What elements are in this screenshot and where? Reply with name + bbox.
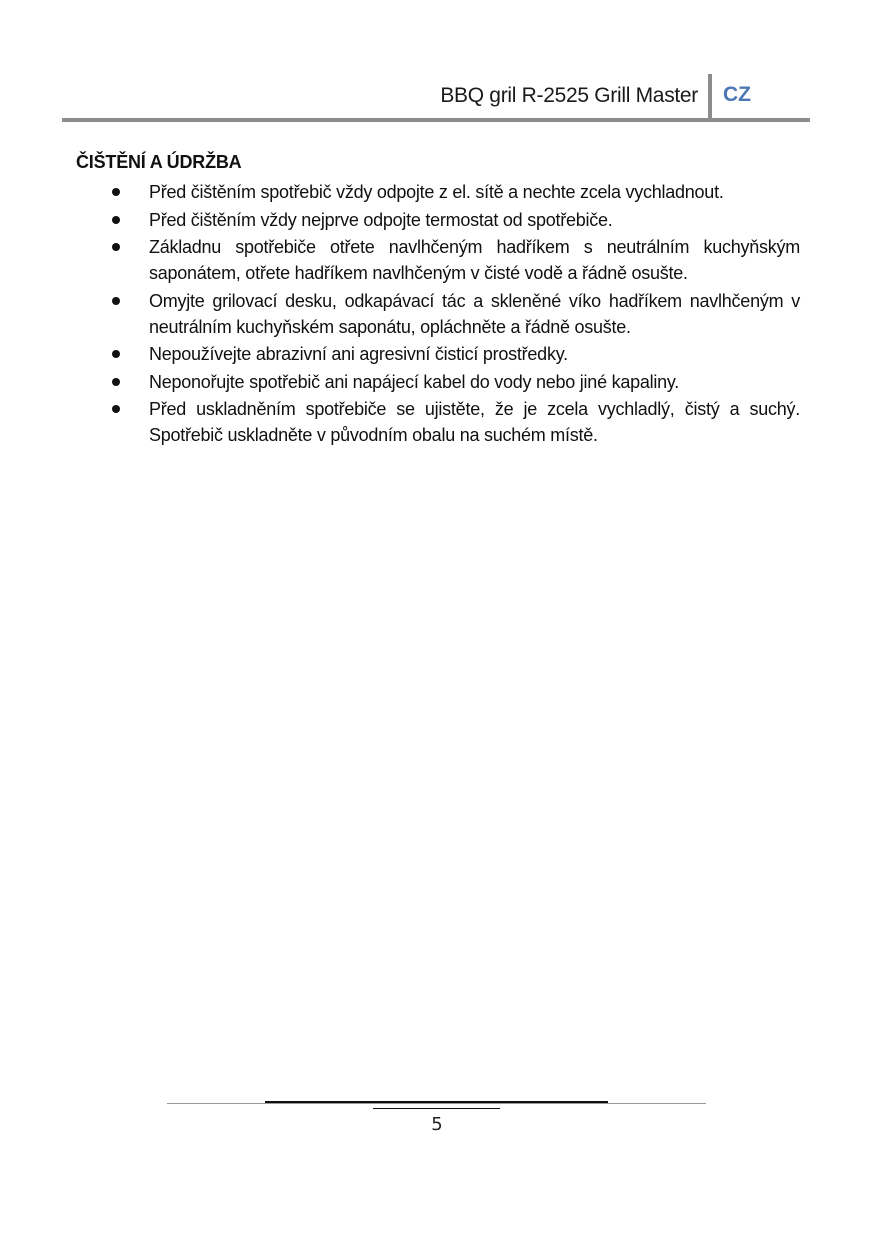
list-item-text: Omyjte grilovací desku, odkapávací tác a skleněné víko hadříkem navlhčeným v neutrálním kuchyňském saponátu, opláchněte a řádně osušte.: [149, 290, 800, 337]
cleaning-instructions-list: [108, 179, 800, 450]
list-item: [108, 207, 800, 233]
list-item: [108, 234, 800, 286]
document-title: BBQ gril R-2525 Grill Master: [440, 84, 698, 107]
list-item-text: Základnu spotřebiče otřete navlhčeným hadříkem s neutrálním kuchyňským saponátem, otřete hadříkem navlhčeným v čisté vodě a řádně osušte.: [149, 237, 800, 283]
bullet-icon: [112, 350, 120, 358]
list-item: [108, 369, 800, 395]
language-code: CZ: [723, 83, 751, 106]
list-item-text: Neponořujte spotřebič ani napájecí kabel do vody nebo jiné kapaliny.: [149, 371, 680, 392]
list-item-text: Před čištěním spotřebič vždy odpojte z el. sítě a nechte zcela vychladnout.: [149, 182, 724, 202]
bullet-icon: [112, 297, 120, 305]
bullet-icon: [112, 405, 120, 413]
list-item: [108, 288, 800, 340]
page-number: 5: [431, 1114, 443, 1135]
bullet-icon: [112, 243, 120, 251]
header-rule: [62, 118, 810, 122]
list-item-text: Před čištěním vždy nejprve odpojte termostat od spotřebiče.: [149, 209, 613, 230]
bullet-icon: [112, 188, 120, 196]
header-separator: [708, 74, 712, 120]
section-title: ČIŠTĚNÍ A ÚDRŽBA: [76, 152, 242, 172]
list-item-text: Před uskladněním spotřebiče se ujistěte, že je zcela vychladlý, čistý a suchý. Spotřebič uskladněte v původním obalu na suchém místě.: [149, 399, 800, 445]
bullet-icon: [112, 216, 120, 224]
page-header: [62, 70, 810, 124]
footer-rule: [167, 1103, 706, 1104]
footer-rule: [265, 1101, 608, 1103]
list-item: [108, 179, 800, 205]
footer-rule: [373, 1108, 500, 1109]
list-item: [108, 396, 800, 448]
bullet-icon: [112, 378, 120, 386]
list-item-text: Nepoužívejte abrazivní ani agresivní čisticí prostředky.: [149, 344, 568, 364]
list-item: [108, 341, 800, 367]
